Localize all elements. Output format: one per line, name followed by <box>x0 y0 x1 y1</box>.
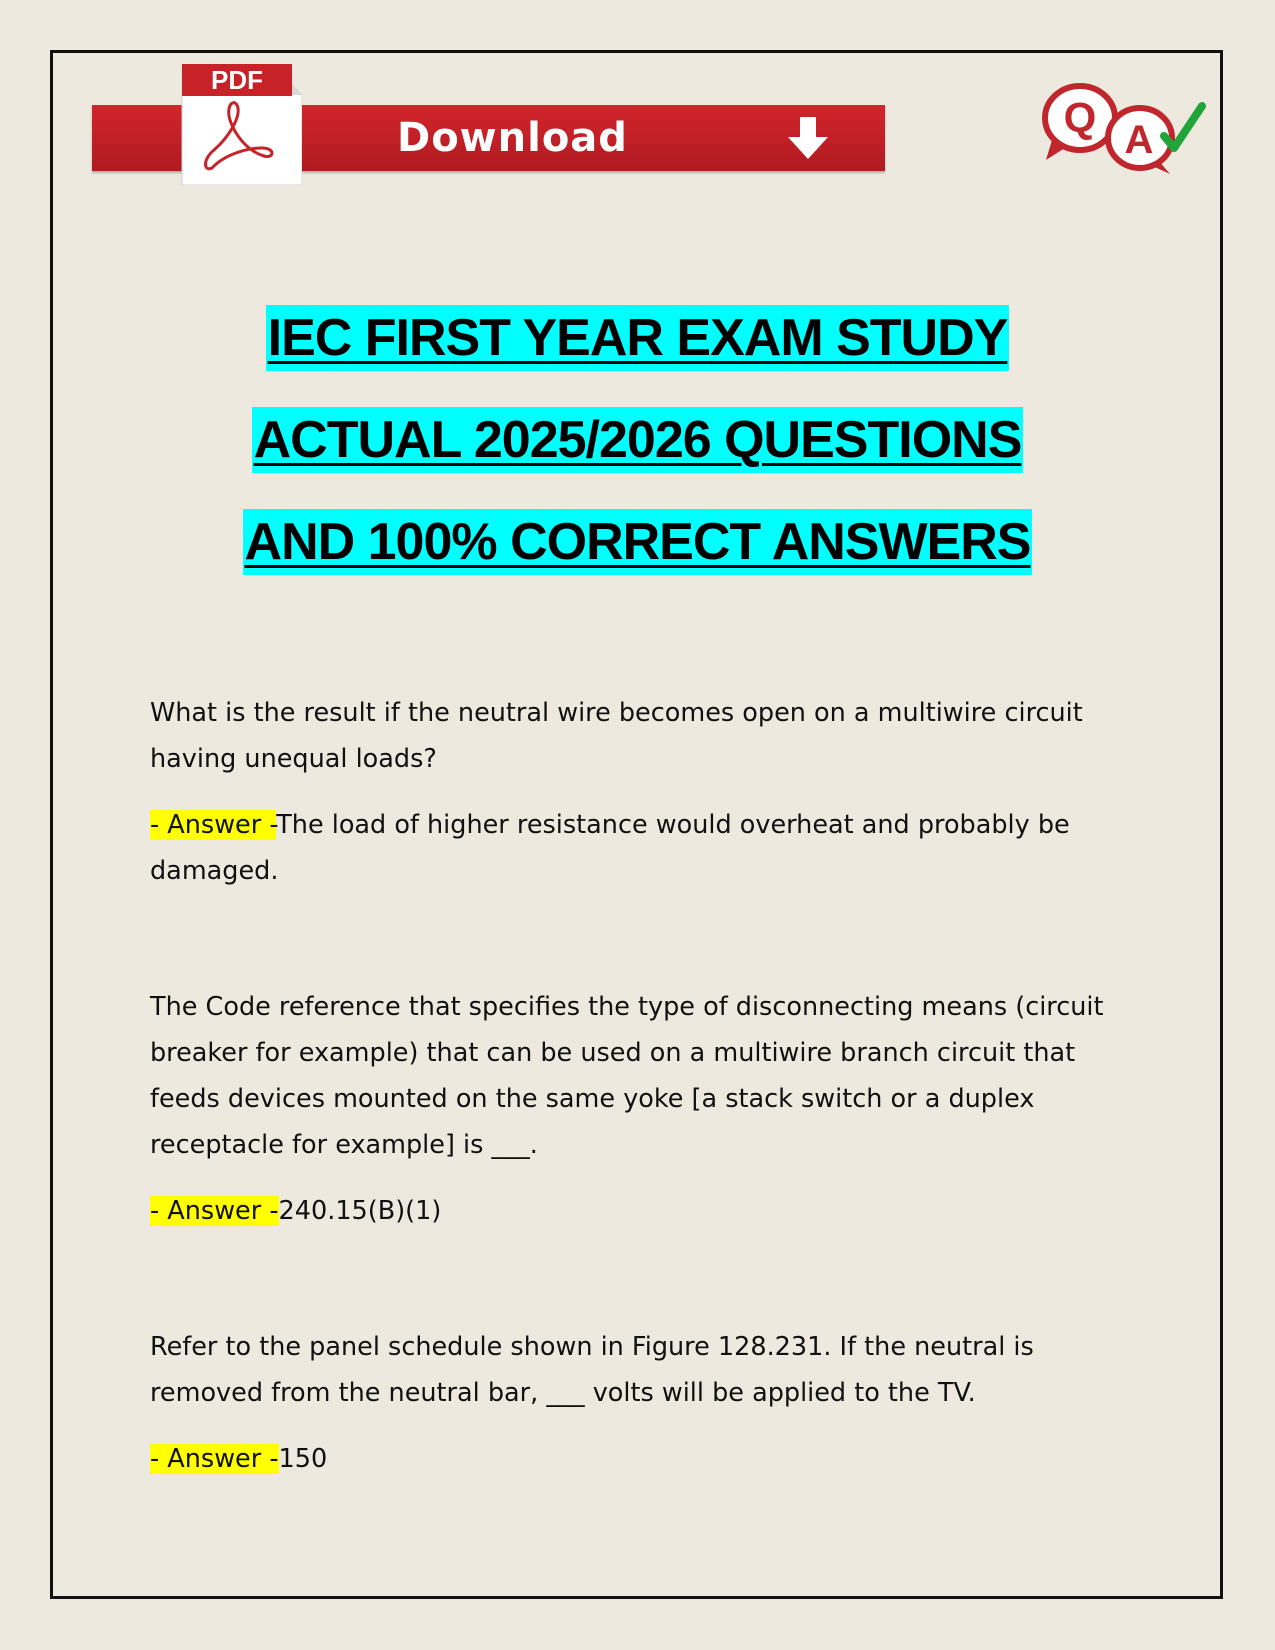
pdf-document-icon <box>142 60 302 185</box>
answer-text <box>150 1436 1140 1482</box>
down-arrow-icon <box>785 115 831 161</box>
question-text: Refer to the panel schedule shown in Figure 128.231. If the neutral is removed from the neutral bar, ___ volts will be applied to the TV. <box>150 1332 1034 1408</box>
title-line-2: ACTUAL 2025/2026 QUESTIONS <box>252 407 1024 473</box>
download-label: Download <box>397 115 628 161</box>
question-text: What is the result if the neutral wire becomes open on a multiwire circuit having unequal loads? <box>150 698 1083 774</box>
download-banner[interactable] <box>92 60 887 185</box>
answer-value: The load of higher resistance would overheat and probably be damaged. <box>150 810 1070 886</box>
document-title <box>80 305 1195 611</box>
answer-tag: - Answer - <box>150 1196 279 1226</box>
answer-value: 240.15(B)(1) <box>278 1196 442 1226</box>
qa-item <box>150 690 1140 894</box>
pdf-badge: PDF <box>182 64 292 96</box>
qa-item <box>150 984 1140 1234</box>
answer-value: 150 <box>278 1444 328 1474</box>
qa-list <box>150 690 1140 1572</box>
answer-tag: - Answer - <box>150 810 277 840</box>
qa-logo <box>1040 78 1208 178</box>
title-line-3: AND 100% CORRECT ANSWERS <box>243 509 1033 575</box>
qa-item <box>150 1324 1140 1482</box>
title-line-1: IEC FIRST YEAR EXAM STUDY <box>266 305 1010 371</box>
logo-letter-a: A <box>1124 118 1154 162</box>
logo-letter-q: Q <box>1063 94 1097 141</box>
answer-text <box>150 802 1140 894</box>
answer-tag: - Answer - <box>150 1444 279 1474</box>
question-text: The Code reference that specifies the type of disconnecting means (circuit breaker for example) that can be used on a multiwire branch circuit that feeds devices mounted on the same yoke [a stack switch or a duplex receptacle for example] is ___. <box>150 992 1104 1160</box>
answer-text <box>150 1188 1140 1234</box>
